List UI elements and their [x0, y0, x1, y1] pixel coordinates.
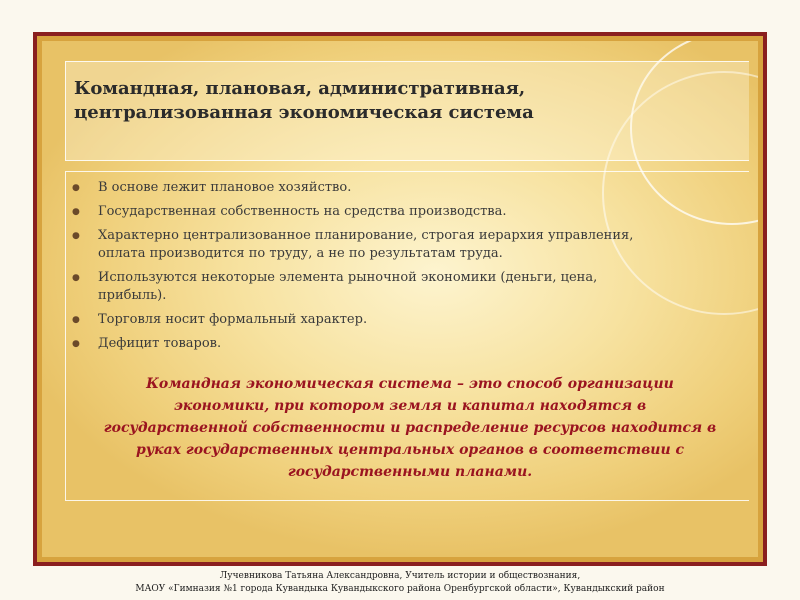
bullet-text: Характерно централизованное планирование, строгая иерархия управления, [98, 228, 634, 243]
bullet-text: Торговля носит формальный характер. [98, 312, 368, 327]
bullet-text: Используются некоторые элемента рыночной экономики (деньги, цена, [98, 270, 598, 285]
definition-line: экономики, при котором земля и капитал находятся в [173, 398, 647, 414]
bullet-item [70, 269, 710, 305]
definition-text [90, 373, 730, 483]
slide-title-line: Командная, плановая, административная, [74, 78, 526, 99]
author-footer [0, 570, 800, 596]
bullet-text: Государственная собственность на средства производства. [98, 204, 507, 219]
round-bullet-icon: ● [72, 273, 80, 283]
round-bullet-icon: ● [72, 231, 80, 241]
slide-title-line: централизованная экономическая система [74, 102, 534, 123]
definition-line: государственными планами. [287, 464, 533, 480]
round-bullet-icon: ● [72, 183, 80, 193]
slide-frame [33, 32, 767, 566]
bullet-item [70, 227, 710, 263]
school-line: МАОУ «Гимназия №1 города Кувандыка Кувандыкского района Оренбургской области», Кувандыкский район [135, 584, 665, 594]
bullet-list [70, 179, 710, 359]
bullet-item [70, 179, 710, 197]
bullet-text: Дефицит товаров. [98, 336, 222, 351]
definition-line: руках государственных центральных органов в соответствии с [135, 442, 685, 458]
bullet-item [70, 335, 710, 353]
author-line: Лучевникова Татьяна Александровна, Учитель истории и обществознания, [219, 571, 581, 581]
bullet-text: оплата производится по труду, а не по результатам труда. [98, 246, 503, 261]
bullet-item [70, 203, 710, 221]
definition-line: Командная экономическая система – это способ организации [146, 376, 674, 392]
bullet-text: В основе лежит плановое хозяйство. [98, 180, 352, 195]
round-bullet-icon: ● [72, 315, 80, 325]
slide-title [74, 77, 634, 125]
round-bullet-icon: ● [72, 207, 80, 217]
round-bullet-icon: ● [72, 339, 80, 349]
bullet-text: прибыль). [98, 288, 167, 303]
bullet-item [70, 311, 710, 329]
definition-line: государственной собственности и распределение ресурсов находится в [103, 420, 717, 436]
slide [42, 41, 758, 557]
